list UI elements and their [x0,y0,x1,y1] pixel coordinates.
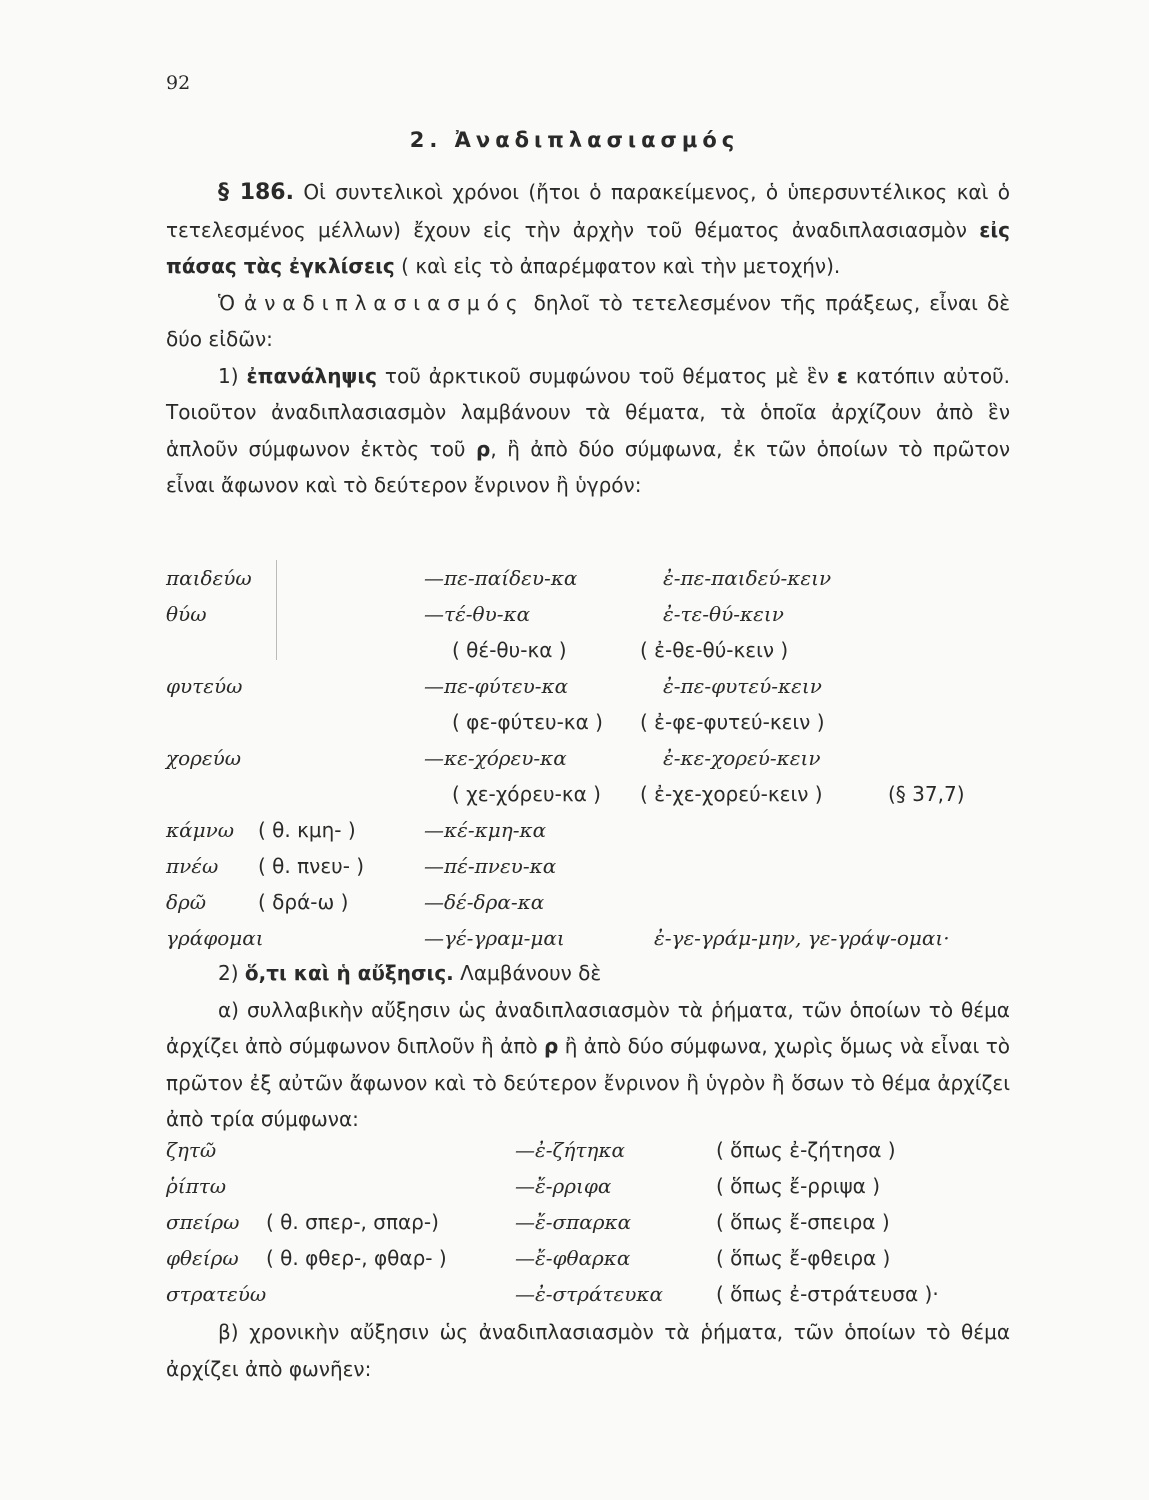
text-run: , ἢ ἀπὸ δύο σύμφωνα, ἐκ τῶν ὁποίων τὸ πρῶτον εἶναι ἄφωνον καὶ τὸ δεύτερον ἔνρινον ἢ ὑγρόν: [166,436,1010,497]
table-cell: ( θ. κμη- ) [258,818,356,842]
table-cell: θύω [166,602,207,626]
table-cell: ( ἐ-φε-φυτεύ-κειν ) [640,710,825,734]
table-cell: ( ὅπως ἔ-σπειρα ) [716,1210,890,1234]
table-cell: ( ὅπως ἐ-ζήτησα ) [716,1138,896,1162]
text-run: ἢ ἀπὸ δύο σύμφωνα, χωρὶς ὅμως νὰ εἶναι τὸ πρῶτον ἐξ αὐτῶν ἄφωνον καὶ τὸ δεύτερον ἔνρινον ἢ ὑγρὸν ἢ ὅσων τὸ θέμα ἀρχίζει ἀπὸ τρία σύμφωνα: [166,1034,1010,1131]
table-cell: —πε-παίδευ-κα [424,566,578,590]
text-run: Ὁ [218,290,245,315]
table-cell: κάμνω [166,818,235,842]
text-run: Οἱ συντελικοὶ χρόνοι (ἤτοι ὁ παρακείμενος, ὁ ὑπερσυντέλικος καὶ ὁ τετελεσμένος μέλλων) ἔχουν εἰς τὴν ἀρχὴν τοῦ θέματος ἀναδιπλασιασμὸν [166,180,1010,242]
table-cell: χορεύω [166,746,242,770]
cross-reference: (§ 37,7) [888,782,965,806]
table-cell: φυτεύω [166,674,243,698]
table-cell: ( θ. πνευ- ) [258,854,365,878]
table-cell: —ἐ-ζήτηκα [515,1138,625,1162]
part-3-text [166,1314,1010,1387]
table-cell: ἐ-κε-χορεύ-κειν [663,746,821,770]
table-cell: ( δρά-ω ) [258,890,349,914]
paragraph-2 [166,285,1010,358]
table-cell: —δέ-δρα-κα [424,890,545,914]
table-cell: —πε-φύτευ-κα [424,674,569,698]
table-cell: ( χε-χόρευ-κα ) [452,782,601,806]
table-cell: ( ἐ-χε-χορεύ-κειν ) [640,782,823,806]
table-cell: —κέ-κμη-κα [424,818,547,842]
bold-letter: ρ [544,1034,559,1058]
table-cell: γράφομαι [166,926,264,950]
section-number: § 186. [218,180,294,205]
table-cell: ( θ. φθερ-, φθαρ- ) [266,1246,447,1270]
table-cell: δρῶ [166,890,207,914]
table-cell: —ἐ-στράτευκα [515,1282,664,1306]
section-186 [166,174,1010,504]
paragraph-6: β) χρονικὴν αὔξησιν ὡς ἀναδιπλασιασμὸν τὰ ῥήματα, τῶν ὁποίων τὸ θέμα ἀρχίζει ἀπὸ φωνῆεν: [166,1320,1010,1381]
bold-phrase: ὅ,τι καὶ ἡ αὔξησις. [244,961,454,985]
table-cell: ζητῶ [166,1138,217,1162]
text-run: τοῦ ἀρκτικοῦ συμφώνου τοῦ θέματος μὲ ἓν [376,363,837,388]
table-cell: —πέ-πνευ-κα [424,854,557,878]
text-run: 2) [218,961,245,985]
table-cell: ἐ-γε-γράμ-μην, γε-γράψ-ομαι· [654,926,950,950]
table-cell: ( θ. σπερ-, σπαρ-) [266,1210,439,1234]
table-cell: πνέω [166,854,219,878]
part-2-text [166,955,1010,1138]
section-heading: 2. Ἀναδιπλασιασμός [409,128,740,152]
paragraph-4 [166,955,1010,992]
text-run: Λαμβάνουν δὲ [453,961,602,985]
table-cell: ἐ-πε-παιδεύ-κειν [663,566,832,590]
text-run: ( καὶ εἰς τὸ ἀπαρέμφατον καὶ τὴν μετοχήν). [394,254,841,278]
table-cell: φθείρω [166,1246,239,1270]
table-cell: ( ἐ-θε-θύ-κειν ) [640,638,789,662]
table-cell: ( ὅπως ἔ-φθειρα ) [716,1246,891,1270]
bold-phrase: εἰς πάσας τὰς ἐγκλίσεις [166,217,1010,278]
table-cell: σπείρω [166,1210,240,1234]
table-cell: παιδεύω [166,566,252,590]
table-cell: στρατεύω [166,1282,267,1306]
table-cell: —γέ-γραμ-μαι [424,926,565,950]
table-cell: ( ὅπως ἐ-στράτευσα )· [716,1282,939,1306]
table-cell: ἐ-πε-φυτεύ-κειν [663,674,822,698]
spaced-term: ἀναδιπλασιασμός [244,290,525,315]
table-cell: ( θέ-θυ-κα ) [452,638,567,662]
margin-rule [276,560,277,660]
table-cell: —ἔ-σπαρκα [515,1210,632,1234]
paragraph-1 [166,174,1010,285]
paragraph-5 [166,992,1010,1138]
bold-term: ἐπανάληψις [246,363,377,388]
table-cell: —τέ-θυ-κα [424,602,531,626]
text-run: 1) [218,363,247,388]
table-cell: ῥίπτω [166,1174,227,1198]
text-run: α) συλλαβικὴν αὔξησιν ὡς ἀναδιπλασιασμὸν τὰ ῥήματα, τῶν ὁποίων τὸ θέμα ἀρχίζει ἀπὸ σύμφωνον διπλοῦν ἢ ἀπὸ [166,997,1010,1058]
bold-letter: ε [836,363,848,388]
table-cell: —ἔ-φθαρκα [515,1246,631,1270]
table-cell: ( ὅπως ἔ-ρριψα ) [716,1174,881,1198]
table-cell: ἐ-τε-θύ-κειν [663,602,784,626]
text-run: κατόπιν αὐτοῦ. Τοιοῦτον ἀναδιπλασιασμὸν λαμβάνουν τὰ θέματα, τὰ ὁποῖα ἀρχίζουν ἀπὸ ἓν ἁπλοῦν σύμφωνον ἐκτὸς τοῦ [166,363,1011,461]
paragraph-3 [166,358,1010,504]
text-run: δηλοῖ τὸ τετελεσμένον τῆς πράξεως, εἶναι δὲ δύο εἰδῶν: [166,290,1010,351]
table-cell: —κε-χόρευ-κα [424,746,567,770]
bold-letter: ρ [476,436,491,461]
table-cell: ( φε-φύτευ-κα ) [452,710,603,734]
table-cell: —ἔ-ρριφα [515,1174,612,1198]
page-number: 92 [166,72,191,94]
